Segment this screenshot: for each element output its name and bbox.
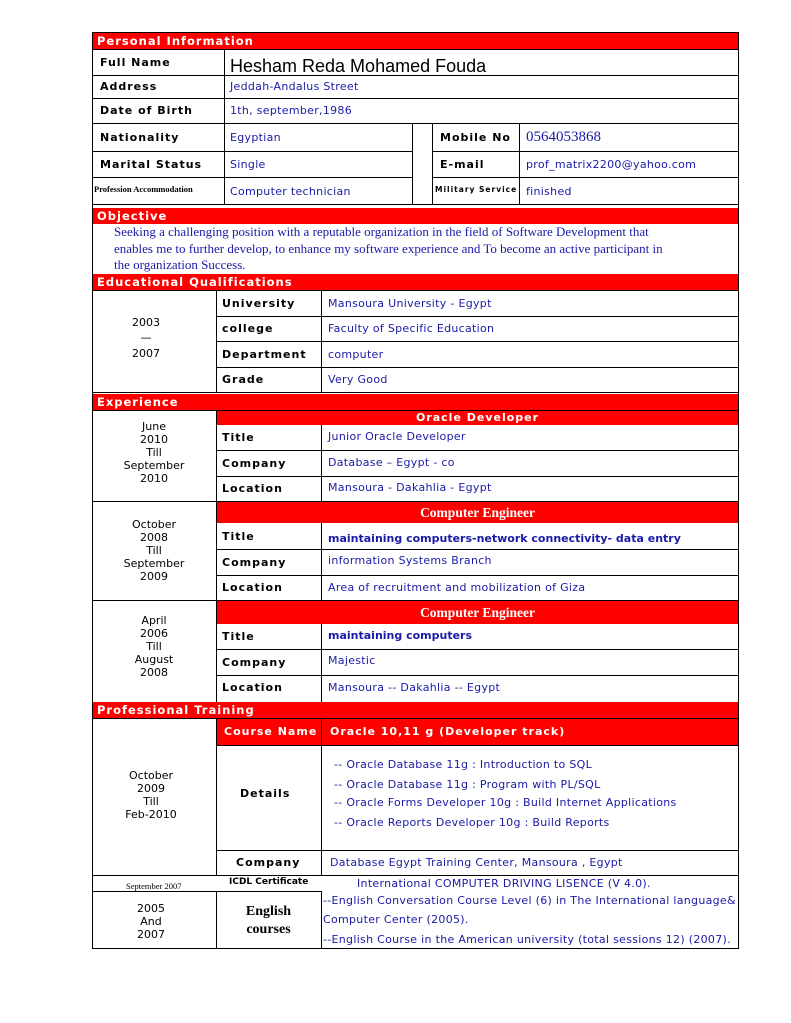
date-line: September xyxy=(123,557,185,570)
details-item: -- Oracle Reports Developer 10g : Build Reports xyxy=(334,816,610,829)
divider xyxy=(321,624,322,703)
dob-value: 1th, september,1986 xyxy=(230,104,353,117)
marital-status-label: Marital Status xyxy=(100,158,203,171)
profession-value: Computer technician xyxy=(230,185,351,198)
date-line: And xyxy=(140,915,162,928)
profession-label: Profession Accommodation xyxy=(94,184,193,194)
university-label: University xyxy=(222,297,296,310)
training-header: Professional Training xyxy=(93,702,738,718)
college-value: Faculty of Specific Education xyxy=(328,322,495,335)
job-company-label: Company xyxy=(222,656,287,669)
divider xyxy=(216,476,739,477)
divider xyxy=(432,123,433,204)
english-line: --English Conversation Course Level (6) in The International language& xyxy=(323,894,736,907)
job-title-value: maintaining computers-network connectivity- data entry xyxy=(328,532,681,545)
course-name-label: Course Name xyxy=(224,725,318,738)
training-dates xyxy=(97,769,205,821)
job-dates xyxy=(100,420,208,485)
divider xyxy=(432,151,739,152)
divider xyxy=(92,891,322,892)
divider xyxy=(216,450,739,451)
date-line: October xyxy=(128,769,174,782)
english-dates xyxy=(97,902,205,941)
divider xyxy=(216,410,217,703)
divider xyxy=(412,123,413,204)
job-location-label: Location xyxy=(222,681,283,694)
date-line: Till xyxy=(146,446,162,459)
mobile-label: Mobile No xyxy=(440,131,511,144)
education-dates xyxy=(92,316,200,360)
divider xyxy=(321,523,322,600)
objective-header: Objective xyxy=(93,208,738,224)
full-name-label: Full Name xyxy=(100,56,171,69)
nationality-label: Nationality xyxy=(100,131,180,144)
job-company-value: Database – Egypt - co xyxy=(328,456,455,469)
divider xyxy=(92,98,739,99)
military-label: Military Service xyxy=(435,185,518,194)
divider xyxy=(216,575,739,576)
job-location-value: Area of recruitment and mobilization of Giza xyxy=(328,581,586,594)
job-title-label: Title xyxy=(222,630,255,643)
date-line: Till xyxy=(146,544,162,557)
education-header: Educational Qualifications xyxy=(93,274,738,290)
objective-text xyxy=(114,224,736,274)
job-location-value: Mansoura -- Dakahlia -- Egypt xyxy=(328,681,501,694)
job-title-label: Title xyxy=(222,530,255,543)
label-line: English xyxy=(245,904,292,919)
job-dates xyxy=(100,518,208,583)
email-label: E-mail xyxy=(440,158,485,171)
job-location-label: Location xyxy=(222,482,283,495)
details-item: -- Oracle Forms Developer 10g : Build Internet Applications xyxy=(334,796,677,809)
divider xyxy=(216,316,739,317)
nationality-value: Egyptian xyxy=(230,131,281,144)
date-line: 2010 xyxy=(140,472,168,485)
job-heading: Oracle Developer xyxy=(217,411,738,425)
course-name-value: Oracle 10,11 g (Developer track) xyxy=(330,725,566,738)
date-line: 2008 xyxy=(140,531,168,544)
divider xyxy=(216,675,739,676)
divider xyxy=(92,177,412,178)
objective-line: enables me to further develop, to enhance my software experience and To become an active participant in xyxy=(114,240,663,256)
training-company-value: Database Egypt Training Center, Mansoura , Egypt xyxy=(330,856,623,869)
divider xyxy=(216,549,739,550)
date-line: April xyxy=(141,614,167,627)
english-line: --English Course in the American university (total sessions 12) (2007). xyxy=(323,933,731,946)
divider xyxy=(321,425,322,501)
job-dates xyxy=(100,614,208,679)
job-heading: Computer Engineer xyxy=(217,601,738,624)
details-label: Details xyxy=(240,787,291,800)
divider xyxy=(92,875,739,876)
divider xyxy=(519,123,520,204)
divider xyxy=(92,151,412,152)
date-line: Feb-2010 xyxy=(125,808,177,821)
date-line: 2003 xyxy=(132,316,160,329)
objective-line: Seeking a challenging position with a reputable organization in the field of Software Development that xyxy=(114,224,649,239)
full-name: Hesham Reda Mohamed Fouda xyxy=(230,56,487,76)
objective-line: the organization Success. xyxy=(114,257,246,272)
divider xyxy=(216,367,739,368)
date-line: 2010 xyxy=(140,433,168,446)
divider xyxy=(216,649,739,650)
job-title-value: Junior Oracle Developer xyxy=(328,430,466,443)
divider xyxy=(432,177,739,178)
college-label: college xyxy=(222,322,274,335)
job-title-value: maintaining computers xyxy=(328,629,473,642)
date-line: 2009 xyxy=(137,782,165,795)
job-company-value: Majestic xyxy=(328,654,376,667)
english-line: Computer Center (2005). xyxy=(323,913,469,926)
personal-info-header: Personal Information xyxy=(93,33,738,49)
address-label: Address xyxy=(100,80,158,93)
job-title-label: Title xyxy=(222,431,255,444)
divider xyxy=(92,392,739,393)
mobile-value: 0564053868 xyxy=(526,129,601,145)
date-line: Till xyxy=(146,640,162,653)
date-line: October xyxy=(131,518,177,531)
experience-header: Experience xyxy=(93,394,738,410)
date-line: September xyxy=(123,459,185,472)
university-value: Mansoura University - Egypt xyxy=(328,297,492,310)
icdl-value: International COMPUTER DRIVING LISENCE (V 4.0). xyxy=(357,877,651,890)
military-value: finished xyxy=(526,185,572,198)
divider xyxy=(216,341,739,342)
date-line: June xyxy=(142,420,166,433)
department-label: Department xyxy=(222,348,307,361)
date-line: 2007 xyxy=(132,347,160,360)
details-item: -- Oracle Database 11g : Program with PL/SQL xyxy=(334,778,601,791)
grade-label: Grade xyxy=(222,373,265,386)
job-location-value: Mansoura - Dakahlia - Egypt xyxy=(328,481,492,494)
job-company-value: information Systems Branch xyxy=(328,554,492,567)
date-line: Till xyxy=(143,795,159,808)
job-location-label: Location xyxy=(222,581,283,594)
divider xyxy=(92,49,739,50)
divider xyxy=(92,290,739,291)
date-line: 2009 xyxy=(140,570,168,583)
dob-label: Date of Birth xyxy=(100,104,193,117)
date-line: 2008 xyxy=(140,666,168,679)
icdl-label: ICDL Certificate xyxy=(229,877,309,887)
date-line: 2005 xyxy=(137,902,165,915)
date-line: 2006 xyxy=(140,627,168,640)
label-line: courses xyxy=(246,922,291,937)
job-heading: Computer Engineer xyxy=(217,502,738,523)
department-value: computer xyxy=(328,348,384,361)
divider xyxy=(216,850,739,851)
date-line: August xyxy=(134,653,174,666)
divider xyxy=(224,49,225,204)
job-company-label: Company xyxy=(222,457,287,470)
divider xyxy=(92,123,739,124)
date-line: 2007 xyxy=(137,928,165,941)
divider xyxy=(321,891,322,949)
divider xyxy=(216,745,739,746)
address-value: Jeddah-Andalus Street xyxy=(230,80,359,93)
date-line: — xyxy=(140,331,152,344)
divider xyxy=(92,204,739,205)
training-company-label: Company xyxy=(236,856,301,869)
job-company-label: Company xyxy=(222,556,287,569)
marital-status-value: Single xyxy=(230,158,266,171)
details-item: -- Oracle Database 11g : Introduction to SQL xyxy=(334,758,593,771)
english-courses-label xyxy=(216,903,321,939)
grade-value: Very Good xyxy=(328,373,388,386)
email-value[interactable]: prof_matrix2200@yahoo.com xyxy=(526,158,697,171)
icdl-date: September 2007 xyxy=(126,881,182,891)
